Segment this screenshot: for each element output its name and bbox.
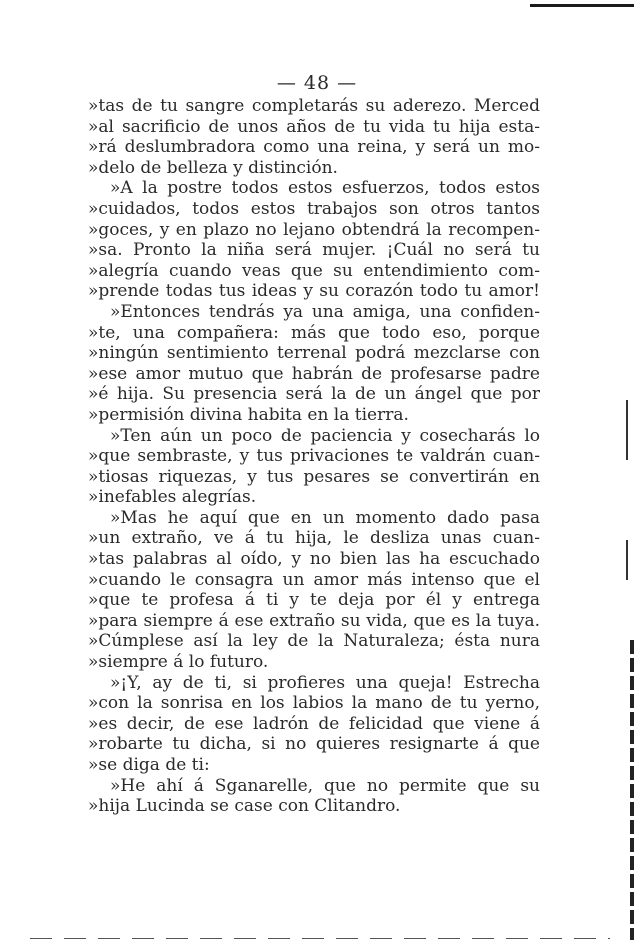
text-line: »ningún sentimiento terrenal podrá mezclarse con bbox=[88, 343, 540, 364]
bottom-edge-rule bbox=[30, 938, 610, 939]
text-line: »ese amor mutuo que habrán de profesarse padre bbox=[88, 363, 540, 384]
text-line: »tiosas riquezas, y tus pesares se convertirán en bbox=[88, 466, 540, 487]
text-line: »é hija. Su presencia será la de un ángel que por bbox=[88, 384, 540, 405]
text-line: »inefables alegrías. bbox=[88, 487, 257, 508]
paragraph bbox=[88, 673, 540, 776]
text-line: »Mas he aquí que en un momento dado pasa bbox=[110, 507, 540, 528]
text-line: »te, una compañera: más que todo eso, porque bbox=[88, 322, 540, 343]
text-line: »para siempre á ese extraño su vida, que es la tuya. bbox=[88, 610, 540, 631]
text-line: »que sembraste, y tus privaciones te valdrán cuan- bbox=[88, 446, 540, 467]
paragraph bbox=[88, 302, 540, 426]
text-line: »un extraño, ve á tu hija, le desliza unas cuan- bbox=[88, 528, 540, 549]
text-line: »Ten aún un poco de paciencia y cosecharás lo bbox=[110, 425, 540, 446]
paragraph bbox=[88, 96, 540, 178]
text-line: »cuando le consagra un amor más intenso que el bbox=[88, 569, 540, 590]
paragraph bbox=[88, 426, 540, 508]
text-line: »Entonces tendrás ya una amiga, una confiden- bbox=[110, 301, 540, 322]
page-number: — 48 — bbox=[276, 72, 358, 94]
text-line: »goces, y en plazo no lejano obtendrá la recompen- bbox=[88, 219, 540, 240]
text-line: »¡Y, ay de ti, si profieres una queja! Estrecha bbox=[110, 672, 540, 693]
scan-speck bbox=[626, 540, 628, 580]
text-line: »prende todas tus ideas y su corazón todo tu amor! bbox=[88, 281, 540, 302]
text-line: »al sacrificio de unos años de tu vida tu hija esta- bbox=[88, 116, 540, 137]
text-line: »que te profesa á ti y te deja por él y entrega bbox=[88, 590, 540, 611]
text-line: »tas de tu sangre completarás su aderezo. Merced bbox=[88, 96, 540, 116]
page-edge-shadow bbox=[630, 640, 634, 940]
text-line: »alegría cuando veas que su entendimiento com- bbox=[88, 260, 540, 281]
body-text bbox=[88, 96, 540, 817]
paragraph bbox=[88, 178, 540, 302]
text-line: »con la sonrisa en los labios la mano de tu yerno, bbox=[88, 693, 540, 714]
text-line: »cuidados, todos estos trabajos son otros tantos bbox=[88, 198, 540, 219]
paragraph bbox=[88, 508, 540, 673]
text-line: »permisión divina habita en la tierra. bbox=[88, 404, 409, 425]
text-line: »es decir, de ese ladrón de felicidad que viene á bbox=[88, 713, 540, 734]
text-line: »rá deslumbradora como una reina, y será un mo- bbox=[88, 137, 540, 158]
text-line: »He ahí á Sganarelle, que no permite que su bbox=[110, 775, 540, 796]
text-line: »hija Lucinda se case con Clitandro. bbox=[88, 796, 401, 817]
top-edge-rule bbox=[530, 4, 634, 7]
text-line: »Cúmplese así la ley de la Naturaleza; ésta nura bbox=[88, 631, 540, 652]
text-line: »se diga de ti: bbox=[88, 755, 210, 775]
scan-speck bbox=[626, 400, 628, 460]
paragraph bbox=[88, 776, 540, 817]
text-line: »robarte tu dicha, si no quieres resignarte á que bbox=[88, 734, 540, 755]
text-line: »siempre á lo futuro. bbox=[88, 652, 269, 673]
text-line: »tas palabras al oído, y no bien las ha escuchado bbox=[88, 549, 540, 570]
text-line: »sa. Pronto la niña será mujer. ¡Cuál no será tu bbox=[88, 240, 540, 261]
text-line: »delo de belleza y distinción. bbox=[88, 157, 338, 178]
text-line: »A la postre todos estos esfuerzos, todos estos bbox=[110, 178, 540, 199]
